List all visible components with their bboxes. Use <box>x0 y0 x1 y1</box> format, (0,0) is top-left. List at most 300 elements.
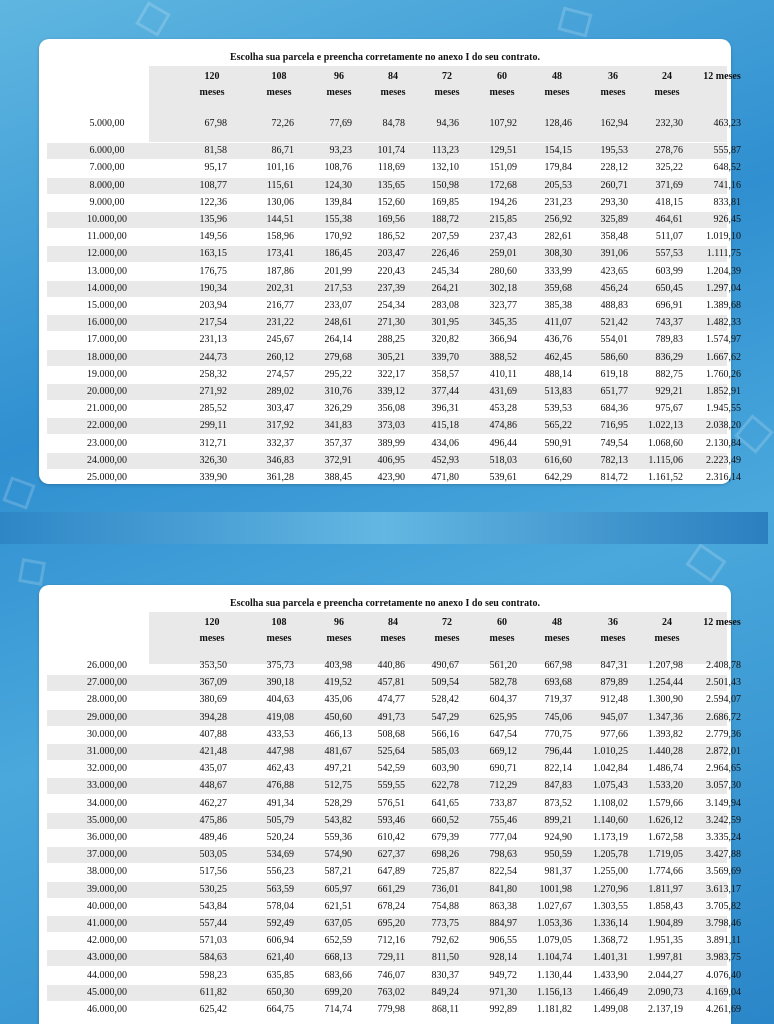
installment-value-cell: 511,07 <box>655 231 683 243</box>
installment-value-cell: 517,56 <box>199 866 227 878</box>
installment-value-cell: 2.594,07 <box>706 694 741 706</box>
installment-value-cell: 777,04 <box>489 832 517 843</box>
installment-value-cell: 789,83 <box>655 334 683 346</box>
installment-value-cell: 556,23 <box>266 866 294 878</box>
column-header-term: 12 meses <box>703 71 741 82</box>
installment-value-cell: 216,77 <box>266 300 294 311</box>
table-row <box>47 160 741 176</box>
installment-value-cell: 108,76 <box>324 162 352 174</box>
installment-value-cell: 233,07 <box>324 300 352 311</box>
installment-value-cell: 418,15 <box>655 196 683 208</box>
installment-value-cell: 345,35 <box>489 317 517 329</box>
installment-value-cell: 1.207,98 <box>648 660 683 671</box>
installment-value-cell: 203,94 <box>199 300 227 311</box>
table-row <box>47 882 741 898</box>
installment-value-cell: 1.255,00 <box>593 866 628 878</box>
installment-value-cell: 3.798,46 <box>706 918 741 929</box>
installment-value-cell: 194,26 <box>489 196 517 208</box>
installment-value-cell: 4.076,40 <box>706 969 741 981</box>
column-header-unit: meses <box>380 87 406 98</box>
loan-amount-cell: 7.000,00 <box>89 162 125 174</box>
installment-value-cell: 1.440,28 <box>648 746 683 757</box>
installment-value-cell: 684,36 <box>600 403 628 415</box>
table-row <box>47 315 741 331</box>
installment-value-cell: 372,91 <box>324 454 352 466</box>
installment-value-cell: 625,42 <box>199 1004 227 1015</box>
installment-value-cell: 271,30 <box>377 317 405 329</box>
background-triangle-shape <box>685 543 726 583</box>
installment-value-cell: 1.672,58 <box>648 832 683 843</box>
installment-value-cell: 592,49 <box>266 918 294 929</box>
installment-value-cell: 95,17 <box>204 162 227 174</box>
installment-value-cell: 2.130,84 <box>706 437 741 449</box>
installment-value-cell: 1.156,13 <box>537 986 572 998</box>
installment-value-cell: 782,13 <box>600 454 628 466</box>
installment-value-cell: 431,69 <box>489 386 517 397</box>
installment-value-cell: 1.161,52 <box>648 472 683 483</box>
installment-value-cell: 326,30 <box>199 454 227 466</box>
installment-value-cell: 366,94 <box>489 334 517 346</box>
installment-value-cell: 603,90 <box>431 763 459 775</box>
installment-value-cell: 1.140,60 <box>593 814 628 826</box>
installment-value-cell: 130,06 <box>266 196 294 208</box>
installment-value-cell: 1.205,78 <box>593 849 628 861</box>
installment-value-cell: 652,59 <box>324 935 352 947</box>
installment-value-cell: 475,86 <box>199 814 227 826</box>
installment-value-cell: 847,31 <box>600 660 628 671</box>
installment-value-cell: 256,92 <box>544 214 572 225</box>
installment-value-cell: 293,30 <box>600 196 628 208</box>
installment-value-cell: 163,15 <box>199 248 227 260</box>
installment-value-cell: 305,21 <box>377 351 405 363</box>
installment-value-cell: 814,72 <box>600 472 628 483</box>
installment-value-cell: 367,09 <box>199 677 227 689</box>
installment-value-cell: 301,95 <box>431 317 459 329</box>
installment-value-cell: 447,98 <box>266 746 294 757</box>
column-header <box>251 615 307 647</box>
installment-value-cell: 245,67 <box>266 334 294 346</box>
installment-value-cell: 669,12 <box>489 746 517 757</box>
page-separator <box>0 512 768 544</box>
installment-value-cell: 557,44 <box>199 918 227 929</box>
installment-value-cell: 798,63 <box>489 849 517 861</box>
table-row <box>47 281 741 297</box>
table-row <box>47 744 741 760</box>
loan-amount-cell: 22.000,00 <box>87 420 127 432</box>
installment-value-cell: 217,53 <box>324 282 352 294</box>
installment-value-cell: 434,06 <box>431 437 459 449</box>
installment-value-cell: 476,88 <box>266 780 294 792</box>
installment-value-cell: 770,75 <box>544 728 572 740</box>
installment-value-cell: 322,17 <box>377 368 405 380</box>
loan-amount-cell: 39.000,00 <box>87 883 127 895</box>
installment-value-cell: 635,85 <box>266 969 294 981</box>
table-row <box>47 658 741 674</box>
installment-value-cell: 509,54 <box>431 677 459 689</box>
installment-value-cell: 394,28 <box>199 711 227 723</box>
installment-value-cell: 357,37 <box>324 437 352 449</box>
installment-value-cell: 93,23 <box>329 145 352 157</box>
installment-value-cell: 796,44 <box>544 746 572 757</box>
loan-amount-cell: 11.000,00 <box>87 231 127 243</box>
installment-value-cell: 373,03 <box>377 420 405 432</box>
installment-value-cell: 201,99 <box>324 265 352 277</box>
installment-value-cell: 118,69 <box>377 162 405 174</box>
installment-value-cell: 1.904,89 <box>648 918 683 929</box>
installment-value-cell: 660,52 <box>431 814 459 826</box>
loan-amount-cell: 38.000,00 <box>87 866 127 878</box>
loan-amount-cell: 6.000,00 <box>89 145 125 157</box>
table-row <box>47 470 741 486</box>
table-row <box>47 418 741 434</box>
loan-amount-cell: 27.000,00 <box>87 677 127 689</box>
installment-value-cell: 563,59 <box>266 883 294 895</box>
installment-value-cell: 463,23 <box>713 118 741 129</box>
installment-value-cell: 1.347,36 <box>648 711 683 723</box>
installment-value-cell: 879,89 <box>600 677 628 689</box>
installment-value-cell: 542,59 <box>377 763 405 775</box>
installment-value-cell: 122,36 <box>199 196 227 208</box>
installment-value-cell: 450,60 <box>324 711 352 723</box>
table-row <box>47 246 741 262</box>
column-header <box>311 69 367 101</box>
installment-value-cell: 836,29 <box>655 351 683 363</box>
installment-value-cell: 260,12 <box>266 351 294 363</box>
column-header-unit: meses <box>489 87 515 98</box>
installment-value-cell: 339,70 <box>431 351 459 363</box>
installment-value-cell: 435,07 <box>199 763 227 775</box>
installment-value-cell: 582,78 <box>489 677 517 689</box>
installment-value-cell: 1.574,97 <box>706 334 741 346</box>
loan-amount-cell: 24.000,00 <box>87 454 127 466</box>
loan-amount-cell: 44.000,00 <box>87 969 127 981</box>
installment-value-cell: 124,30 <box>324 179 352 191</box>
installment-value-cell: 1.858,43 <box>648 900 683 912</box>
installment-value-cell: 754,88 <box>431 900 459 912</box>
installment-value-cell: 981,37 <box>544 866 572 878</box>
installment-value-cell: 466,13 <box>324 728 352 740</box>
installment-value-cell: 101,74 <box>377 145 405 157</box>
installment-value-cell: 390,18 <box>266 677 294 689</box>
installment-value-cell: 151,09 <box>489 162 517 174</box>
installment-value-cell: 647,89 <box>377 866 405 878</box>
installment-value-cell: 571,03 <box>199 935 227 947</box>
table-row <box>47 933 741 949</box>
installment-value-cell: 733,87 <box>489 797 517 809</box>
installment-value-cell: 1.104,74 <box>537 952 572 964</box>
loan-amount-cell: 28.000,00 <box>87 694 127 706</box>
table-row <box>47 1002 741 1018</box>
table-row <box>47 436 741 452</box>
installment-value-cell: 611,82 <box>199 986 227 998</box>
column-header <box>639 69 695 101</box>
installment-value-cell: 1.303,55 <box>593 900 628 912</box>
installment-value-cell: 554,01 <box>600 334 628 346</box>
loan-amount-cell: 21.000,00 <box>87 403 127 415</box>
background-triangle-shape <box>557 7 592 38</box>
installment-value-cell: 358,57 <box>431 368 459 380</box>
loan-amount-cell: 9.000,00 <box>89 196 125 208</box>
installment-value-cell: 882,75 <box>655 368 683 380</box>
column-header-term: 108 <box>271 617 287 628</box>
installment-value-cell: 86,71 <box>271 145 294 157</box>
table-row <box>47 847 741 863</box>
installment-value-cell: 1.336,14 <box>593 918 628 929</box>
installment-value-cell: 491,73 <box>377 711 405 723</box>
installment-value-cell: 664,75 <box>266 1004 294 1015</box>
installment-value-cell: 950,59 <box>544 849 572 861</box>
table-row <box>47 116 741 132</box>
table-row <box>47 195 741 211</box>
loan-amount-cell: 13.000,00 <box>87 265 127 277</box>
loan-amount-cell: 25.000,00 <box>87 472 127 483</box>
installment-value-cell: 741,16 <box>713 179 741 191</box>
column-header <box>474 69 530 101</box>
installment-value-cell: 578,04 <box>266 900 294 912</box>
installment-value-cell: 641,65 <box>431 797 459 809</box>
column-header-unit: meses <box>654 633 680 644</box>
installment-value-cell: 1.401,31 <box>593 952 628 964</box>
installment-value-cell: 346,83 <box>266 454 294 466</box>
loan-amount-cell: 14.000,00 <box>87 282 127 294</box>
table-row <box>47 778 741 794</box>
installment-value-cell: 1.181,82 <box>537 1004 572 1015</box>
installment-value-cell: 651,77 <box>600 386 628 397</box>
installment-value-cell: 1.108,02 <box>593 797 628 809</box>
installment-value-cell: 1.499,08 <box>593 1004 628 1015</box>
installment-value-cell: 2.044,27 <box>648 969 683 981</box>
loan-amount-cell: 23.000,00 <box>87 437 127 449</box>
installment-value-cell: 1.945,55 <box>706 403 741 415</box>
column-header <box>474 615 530 647</box>
installment-value-cell: 928,14 <box>489 952 517 964</box>
column-header-unit: meses <box>326 87 352 98</box>
installment-value-cell: 3.427,88 <box>706 849 741 861</box>
installment-value-cell: 385,38 <box>544 300 572 311</box>
installment-value-cell: 3.613,17 <box>706 883 741 895</box>
installment-value-cell: 1.079,05 <box>537 935 572 947</box>
column-header-term: 12 meses <box>703 617 741 628</box>
installment-value-cell: 155,38 <box>324 214 352 225</box>
column-header-term: 120 <box>204 71 220 82</box>
table-row <box>47 830 741 846</box>
installment-value-cell: 992,89 <box>489 1004 517 1015</box>
installment-value-cell: 462,43 <box>266 763 294 775</box>
installment-value-cell: 650,30 <box>266 986 294 998</box>
installment-value-cell: 1.204,39 <box>706 265 741 277</box>
installment-value-cell: 248,61 <box>324 317 352 329</box>
installment-value-cell: 712,29 <box>489 780 517 792</box>
table-row <box>47 401 741 417</box>
installment-value-cell: 539,61 <box>489 472 517 483</box>
installment-value-cell: 525,64 <box>377 746 405 757</box>
installment-value-cell: 1.486,74 <box>648 763 683 775</box>
installment-value-cell: 135,65 <box>377 179 405 191</box>
installment-value-cell: 440,86 <box>377 660 405 671</box>
installment-value-cell: 3.569,69 <box>706 866 741 878</box>
column-header-unit: meses <box>544 633 570 644</box>
installment-value-cell: 496,44 <box>489 437 517 449</box>
table-row <box>47 350 741 366</box>
installment-value-cell: 410,11 <box>489 368 517 380</box>
installment-value-cell: 406,95 <box>377 454 405 466</box>
installment-value-cell: 231,22 <box>266 317 294 329</box>
installment-value-cell: 503,05 <box>199 849 227 861</box>
table-row <box>47 453 741 469</box>
table-row <box>47 384 741 400</box>
loan-amount-cell: 18.000,00 <box>87 351 127 363</box>
installment-value-cell: 310,76 <box>324 386 352 397</box>
table-row <box>47 727 741 743</box>
installment-value-cell: 371,69 <box>655 179 683 191</box>
installment-value-cell: 2.408,78 <box>706 660 741 671</box>
installment-value-cell: 603,99 <box>655 265 683 277</box>
installment-value-cell: 448,67 <box>199 780 227 792</box>
installment-value-cell: 456,24 <box>600 282 628 294</box>
loan-amount-cell: 30.000,00 <box>87 728 127 740</box>
installment-value-cell: 389,99 <box>377 437 405 449</box>
installment-value-cell: 2.501,43 <box>706 677 741 689</box>
installment-value-cell: 113,23 <box>431 145 459 157</box>
installment-value-cell: 217,54 <box>199 317 227 329</box>
table-row <box>47 813 741 829</box>
installment-value-cell: 3.149,94 <box>706 797 741 809</box>
column-header-term: 84 <box>388 71 398 82</box>
column-header-term: 72 <box>442 71 452 82</box>
installment-value-cell: 508,68 <box>377 728 405 740</box>
installment-value-cell: 259,01 <box>489 248 517 260</box>
loan-amount-cell: 10.000,00 <box>87 214 127 225</box>
column-header-term: 48 <box>552 617 562 628</box>
background-triangle-shape <box>135 1 171 37</box>
header-empty-cell <box>47 612 149 664</box>
installment-value-cell: 667,98 <box>544 660 572 671</box>
installment-value-cell: 736,01 <box>431 883 459 895</box>
installment-value-cell: 1.042,84 <box>593 763 628 775</box>
installment-value-cell: 1.130,44 <box>537 969 572 981</box>
background-triangle-shape <box>2 476 35 509</box>
installment-value-cell: 690,71 <box>489 763 517 775</box>
column-header-unit: meses <box>600 87 626 98</box>
installment-value-cell: 325,89 <box>600 214 628 225</box>
column-header <box>694 615 750 631</box>
table-heading: Escolha sua parcela e preencha corretamente no anexo I do seu contrato. <box>230 598 540 609</box>
installment-value-cell: 415,18 <box>431 420 459 432</box>
installment-value-cell: 1.667,62 <box>706 351 741 363</box>
installment-value-cell: 323,77 <box>489 300 517 311</box>
installment-value-cell: 1.393,82 <box>648 728 683 740</box>
installment-value-cell: 404,63 <box>266 694 294 706</box>
installment-value-cell: 906,55 <box>489 935 517 947</box>
column-header-unit: meses <box>544 87 570 98</box>
table-row <box>47 985 741 1001</box>
installment-value-cell: 1.368,72 <box>593 935 628 947</box>
installment-value-cell: 1.533,20 <box>648 780 683 792</box>
loan-amount-cell: 33.000,00 <box>87 780 127 792</box>
installment-value-cell: 488,83 <box>600 300 628 311</box>
installment-value-cell: 169,85 <box>431 196 459 208</box>
installment-value-cell: 505,79 <box>266 814 294 826</box>
installment-value-cell: 491,34 <box>266 797 294 809</box>
installment-value-cell: 149,56 <box>199 231 227 243</box>
column-header <box>585 615 641 647</box>
installment-value-cell: 975,67 <box>655 403 683 415</box>
installment-value-cell: 693,68 <box>544 677 572 689</box>
installment-value-cell: 356,08 <box>377 403 405 415</box>
installment-value-cell: 576,51 <box>377 797 405 809</box>
column-header-unit: meses <box>489 633 515 644</box>
installment-value-cell: 326,29 <box>324 403 352 415</box>
table-row <box>47 229 741 245</box>
installment-value-cell: 190,34 <box>199 282 227 294</box>
installment-value-cell: 822,54 <box>489 866 517 878</box>
installment-value-cell: 873,52 <box>544 797 572 809</box>
installment-value-cell: 763,02 <box>377 986 405 998</box>
installment-value-cell: 152,60 <box>377 196 405 208</box>
installment-value-cell: 1.997,81 <box>648 952 683 964</box>
loan-amount-cell: 43.000,00 <box>87 952 127 964</box>
installment-value-cell: 1.811,97 <box>648 883 683 895</box>
installment-value-cell: 792,62 <box>431 935 459 947</box>
installment-value-cell: 648,52 <box>713 162 741 174</box>
installment-value-cell: 779,98 <box>377 1004 405 1015</box>
installment-table-page-2 <box>39 585 741 1024</box>
installment-value-cell: 94,36 <box>436 118 459 129</box>
installment-value-cell: 302,18 <box>489 282 517 294</box>
installment-value-cell: 1.173,19 <box>593 832 628 843</box>
installment-value-cell: 912,48 <box>600 694 628 706</box>
installment-value-cell: 4.169,04 <box>706 986 741 998</box>
loan-amount-cell: 15.000,00 <box>87 300 127 311</box>
column-header-term: 48 <box>552 71 562 82</box>
installment-value-cell: 132,10 <box>431 162 459 174</box>
installment-value-cell: 264,21 <box>431 282 459 294</box>
installment-value-cell: 683,66 <box>324 969 352 981</box>
installment-value-cell: 1.626,12 <box>648 814 683 826</box>
installment-value-cell: 1.270,96 <box>593 883 628 895</box>
installment-value-cell: 274,57 <box>266 368 294 380</box>
installment-value-cell: 67,98 <box>204 118 227 129</box>
column-header-unit: meses <box>654 87 680 98</box>
installment-value-cell: 868,11 <box>431 1004 459 1015</box>
installment-value-cell: 497,21 <box>324 763 352 775</box>
installment-value-cell: 512,75 <box>324 780 352 792</box>
installment-value-cell: 642,29 <box>544 472 572 483</box>
installment-value-cell: 557,53 <box>655 248 683 260</box>
installment-value-cell: 380,69 <box>199 694 227 706</box>
installment-value-cell: 621,51 <box>324 900 352 912</box>
installment-value-cell: 419,08 <box>266 711 294 723</box>
installment-value-cell: 2.090,73 <box>648 986 683 998</box>
installment-value-cell: 1.852,91 <box>706 386 741 397</box>
installment-value-cell: 101,16 <box>266 162 294 174</box>
installment-value-cell: 202,31 <box>266 282 294 294</box>
installment-value-cell: 729,11 <box>377 952 405 964</box>
table-row <box>47 796 741 812</box>
installment-value-cell: 481,67 <box>324 746 352 757</box>
table-row <box>47 968 741 984</box>
installment-value-cell: 678,24 <box>377 900 405 912</box>
table-row <box>47 899 741 915</box>
installment-value-cell: 555,87 <box>713 145 741 157</box>
table-row <box>47 710 741 726</box>
installment-value-cell: 2.686,72 <box>706 711 741 723</box>
installment-value-cell: 616,60 <box>544 454 572 466</box>
installment-value-cell: 574,90 <box>324 849 352 861</box>
installment-value-cell: 929,21 <box>655 386 683 397</box>
installment-value-cell: 1.466,49 <box>593 986 628 998</box>
installment-table-page-1 <box>39 39 741 484</box>
